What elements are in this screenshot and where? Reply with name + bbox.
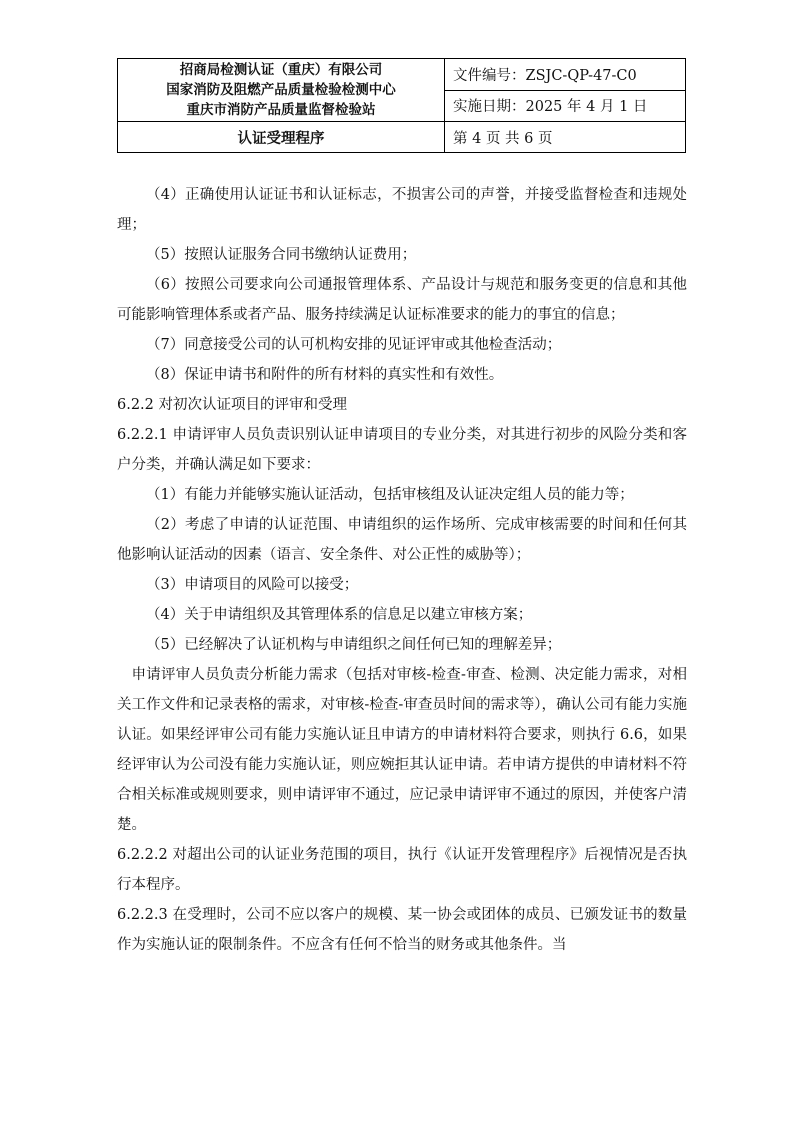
paragraph: （4）正确使用认证证书和认证标志，不损害公司的声誉，并接受监督检查和违规处理； (117, 187, 687, 233)
paragraph: 6.2.2.2 对超出公司的认证业务范围的项目，执行《认证开发管理程序》后视情况是否执行本程序。 (117, 847, 687, 893)
paragraph: （3）申请项目的风险可以接受； (146, 577, 359, 593)
org-name-2: 国家消防及阻燃产品质量检验检测中心 (166, 82, 396, 98)
paragraph: （4）关于申请组织及其管理体系的信息足以建立审核方案； (146, 607, 533, 623)
document-number: 文件编号：ZSJC-QP-47-C0 (445, 59, 686, 91)
paragraph: 6.2.2.3 在受理时，公司不应以客户的规模、某一协会或团体的成员、已颁发证书的数量作为实施认证的限制条件。不应含有任何不恰当的财务或其他条件。当 (117, 907, 687, 953)
section-heading: 6.2.2 对初次认证项目的评审和受理 (117, 397, 348, 413)
organization-names (118, 59, 445, 122)
effective-date: 实施日期：2025 年 4 月 1 日 (445, 90, 686, 122)
page-info: 第 4 页 共 6 页 (445, 122, 686, 153)
paragraph: 6.2.2.1 申请评审人员负责识别认证申请项目的专业分类，对其进行初步的风险分类和客户分类，并确认满足如下要求： (117, 427, 687, 473)
paragraph: （6）按照公司要求向公司通报管理体系、产品设计与规范和服务变更的信息和其他可能影响管理体系或者产品、服务持续满足认证标准要求的能力的事宜的信息； (117, 277, 687, 323)
org-name-3: 重庆市消防产品质量监督检验站 (186, 102, 376, 118)
document-header (117, 58, 686, 153)
paragraph: （7）同意接受公司的认可机构安排的见证评审或其他检查活动； (146, 337, 562, 353)
paragraph: （5）已经解决了认证机构与申请组织之间任何已知的理解差异； (146, 637, 562, 653)
paragraph: （8）保证申请书和附件的所有材料的真实性和有效性。 (146, 367, 504, 383)
org-name-1: 招商局检测认证（重庆）有限公司 (179, 62, 383, 78)
document-title: 认证受理程序 (118, 122, 445, 153)
paragraph: 申请评审人员负责分析能力需求（包括对审核-检查-审查、检测、决定能力需求，对相关工作文件和记录表格的需求，对审核-检查-审查员时间的需求等），确认公司有能力实施认证。如果经评审公司有能力实施认证且申请方的申请材料符合要求，则执行 6.6，如果经评审认为公司没有能力实施认证，则应婉拒其认证申请。若申请方提供的申请材料不符合相关标准或规则要求，则申请评审不通过，应记录申请评审不通过的原因，并使客户清楚。 (117, 667, 687, 833)
paragraph: （5）按照认证服务合同书缴纳认证费用； (146, 247, 417, 263)
document-body (117, 180, 687, 960)
paragraph: （2）考虑了申请的认证范围、申请组织的运作场所、完成审核需要的时间和任何其他影响认证活动的因素（语言、安全条件、对公正性的威胁等）； (117, 517, 687, 563)
paragraph: （1）有能力并能够实施认证活动，包括审核组及认证决定组人员的能力等； (146, 487, 634, 503)
